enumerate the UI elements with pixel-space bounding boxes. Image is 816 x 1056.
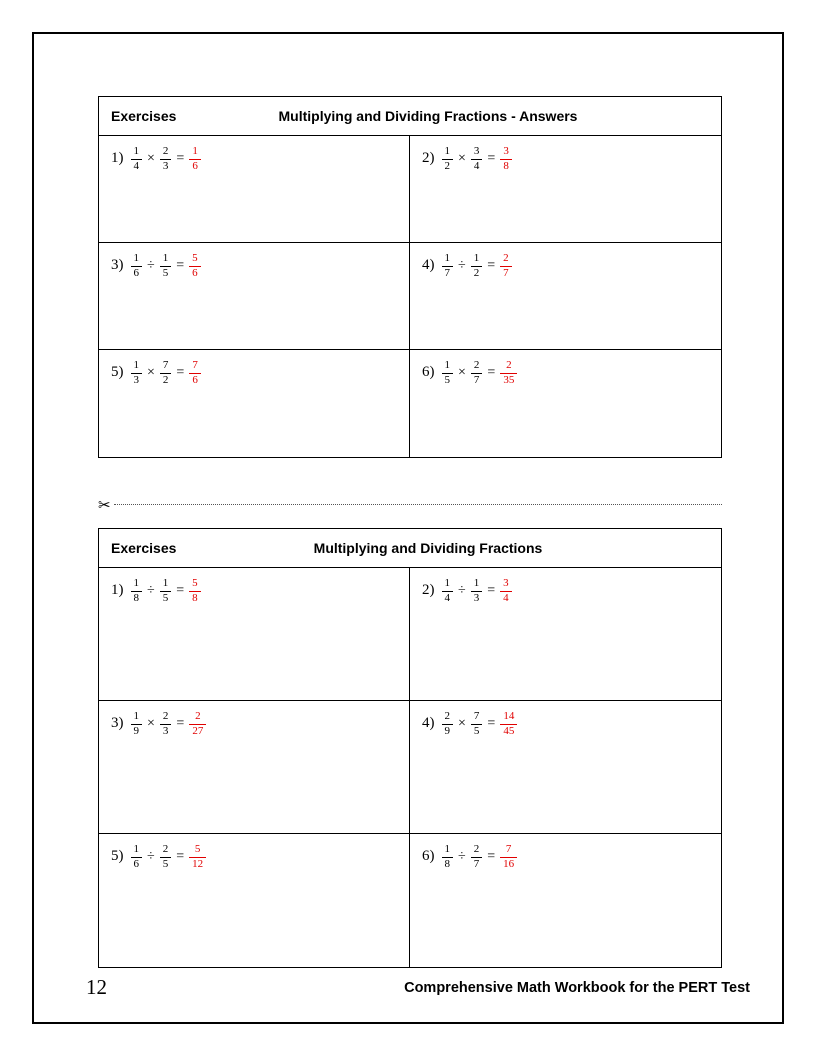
problem-expression [111, 360, 409, 386]
denominator: 6 [131, 266, 143, 280]
numerator: 5 [194, 843, 201, 855]
fraction-operand-b [160, 146, 172, 172]
denominator: 7 [471, 857, 483, 871]
numerator: 2 [503, 252, 509, 264]
sheet-title: Multiplying and Dividing Fractions [313, 540, 543, 556]
fraction-operand-a [131, 578, 143, 604]
page-number: 12 [86, 975, 107, 999]
fraction-operand-b [471, 146, 483, 172]
numerator: 5 [192, 577, 198, 589]
denominator: 5 [471, 724, 483, 738]
denominator: 8 [500, 159, 512, 173]
problem-expression [111, 578, 409, 604]
sheet-header [99, 529, 721, 568]
problem-number: 5) [111, 363, 124, 380]
problem-cell [410, 136, 721, 243]
equals-symbol: = [176, 150, 185, 166]
problem-expression [422, 844, 721, 870]
operator-symbol: × [147, 364, 155, 380]
numerator: 1 [444, 359, 450, 371]
problem-number: 1) [111, 149, 124, 166]
denominator: 12 [189, 857, 206, 871]
denominator: 5 [160, 591, 172, 605]
sheet-header [99, 97, 721, 136]
equals-symbol: = [487, 582, 496, 598]
denominator: 9 [442, 724, 454, 738]
cut-line [98, 496, 722, 516]
fraction-operand-b [471, 578, 483, 604]
denominator: 9 [131, 724, 143, 738]
denominator: 3 [131, 373, 143, 387]
operator-symbol: × [458, 715, 466, 731]
denominator: 4 [471, 159, 483, 173]
fraction-operand-b [160, 360, 172, 386]
problem-cell [410, 568, 721, 701]
problem-cell [99, 701, 410, 834]
numerator: 2 [473, 359, 480, 371]
answer-fraction [500, 711, 517, 737]
fraction-operand-b [160, 253, 172, 279]
problem-number: 4) [422, 714, 435, 731]
operator-symbol: ÷ [147, 257, 155, 273]
problem-expression [422, 578, 721, 604]
fraction-operand-b [471, 253, 483, 279]
fraction-operand-a [131, 711, 143, 737]
problem-cell [410, 350, 721, 457]
denominator: 6 [189, 266, 201, 280]
equals-symbol: = [176, 582, 185, 598]
fraction-operand-b [160, 844, 172, 870]
denominator: 6 [131, 857, 143, 871]
problem-number: 5) [111, 847, 124, 864]
answer-fraction [500, 253, 512, 279]
problem-number: 6) [422, 363, 435, 380]
problem-cell [99, 568, 410, 701]
denominator: 6 [189, 159, 201, 173]
numerator: 7 [192, 359, 198, 371]
denominator: 4 [131, 159, 143, 173]
equals-symbol: = [176, 715, 185, 731]
answer-fraction [500, 360, 517, 386]
numerator: 3 [473, 145, 480, 157]
numerator: 2 [162, 710, 169, 722]
fraction-operand-b [471, 844, 483, 870]
problem-expression [111, 844, 409, 870]
problem-number: 2) [422, 581, 435, 598]
operator-symbol: ÷ [147, 582, 155, 598]
numerator: 7 [505, 843, 512, 855]
numerator: 3 [503, 577, 509, 589]
operator-symbol: ÷ [458, 257, 466, 273]
operator-symbol: ÷ [147, 848, 155, 864]
numerator: 14 [503, 710, 515, 722]
problem-expression [422, 360, 721, 386]
denominator: 2 [160, 373, 172, 387]
scissors-icon: ✂ [98, 497, 111, 514]
problem-grid [99, 136, 721, 457]
answer-fraction [500, 844, 517, 870]
numerator: 2 [195, 710, 201, 722]
problem-grid [99, 568, 721, 967]
cut-dotted-line [114, 504, 722, 505]
fraction-operand-a [131, 844, 143, 870]
equals-symbol: = [176, 257, 185, 273]
answer-fraction [189, 711, 206, 737]
denominator: 3 [471, 591, 483, 605]
numerator: 2 [162, 145, 169, 157]
fraction-operand-a [442, 360, 454, 386]
operator-symbol: × [458, 364, 466, 380]
numerator: 1 [133, 359, 139, 371]
numerator: 2 [162, 843, 169, 855]
problem-number: 3) [111, 256, 124, 273]
fraction-operand-a [442, 578, 454, 604]
operator-symbol: × [458, 150, 466, 166]
fraction-operand-a [442, 711, 454, 737]
numerator: 2 [444, 710, 450, 722]
answer-fraction [189, 253, 201, 279]
numerator: 1 [444, 145, 450, 157]
fraction-operand-a [442, 844, 454, 870]
answer-fraction [189, 146, 201, 172]
equals-symbol: = [487, 150, 496, 166]
denominator: 27 [189, 724, 206, 738]
denominator: 3 [160, 159, 172, 173]
fraction-operand-a [442, 146, 454, 172]
problem-expression [111, 711, 409, 737]
numerator: 2 [473, 843, 480, 855]
denominator: 5 [160, 266, 172, 280]
problem-cell [99, 243, 410, 350]
numerator: 1 [133, 145, 139, 157]
page-footer [34, 972, 782, 1000]
problem-number: 3) [111, 714, 124, 731]
problem-expression [422, 146, 721, 172]
problem-cell [410, 834, 721, 967]
numerator: 1 [133, 843, 139, 855]
numerator: 1 [444, 577, 450, 589]
equals-symbol: = [176, 364, 185, 380]
denominator: 35 [500, 373, 517, 387]
numerator: 1 [133, 577, 139, 589]
denominator: 4 [500, 591, 512, 605]
numerator: 1 [192, 145, 198, 157]
problem-expression [422, 711, 721, 737]
numerator: 1 [133, 252, 139, 264]
problem-cell [99, 350, 410, 457]
numerator: 1 [473, 577, 480, 589]
operator-symbol: ÷ [458, 582, 466, 598]
denominator: 3 [160, 724, 172, 738]
answer-fraction [500, 578, 512, 604]
problem-cell [99, 834, 410, 967]
problem-number: 4) [422, 256, 435, 273]
equals-symbol: = [487, 257, 496, 273]
exercises-label: Exercises [111, 540, 177, 556]
worksheet-page [32, 32, 784, 1024]
fraction-operand-b [160, 578, 172, 604]
denominator: 45 [500, 724, 517, 738]
denominator: 5 [442, 373, 454, 387]
denominator: 2 [471, 266, 483, 280]
fraction-operand-a [131, 253, 143, 279]
problem-number: 1) [111, 581, 124, 598]
equals-symbol: = [487, 715, 496, 731]
answer-fraction [500, 146, 512, 172]
equals-symbol: = [176, 848, 185, 864]
numerator: 2 [506, 359, 512, 371]
numerator: 1 [162, 577, 169, 589]
numerator: 1 [444, 843, 450, 855]
denominator: 8 [131, 591, 143, 605]
fraction-operand-a [131, 146, 143, 172]
fraction-operand-a [442, 253, 454, 279]
denominator: 8 [442, 857, 454, 871]
numerator: 5 [192, 252, 198, 264]
numerator: 7 [473, 710, 480, 722]
fraction-operand-b [160, 711, 172, 737]
fraction-operand-b [471, 360, 483, 386]
exercises-label: Exercises [111, 108, 177, 124]
numerator: 1 [133, 710, 139, 722]
fraction-operand-b [471, 711, 483, 737]
problem-expression [422, 253, 721, 279]
answer-fraction [189, 844, 206, 870]
problem-number: 6) [422, 847, 435, 864]
denominator: 16 [500, 857, 517, 871]
denominator: 4 [442, 591, 454, 605]
problem-cell [99, 136, 410, 243]
problem-expression [111, 253, 409, 279]
operator-symbol: × [147, 715, 155, 731]
operator-symbol: ÷ [458, 848, 466, 864]
problem-cell [410, 243, 721, 350]
denominator: 7 [471, 373, 483, 387]
footer-book-title: Comprehensive Math Workbook for the PERT Test [404, 980, 750, 996]
answer-fraction [189, 360, 201, 386]
denominator: 2 [442, 159, 454, 173]
denominator: 5 [160, 857, 172, 871]
numerator: 3 [503, 145, 509, 157]
numerator: 1 [473, 252, 480, 264]
fraction-operand-a [131, 360, 143, 386]
numerator: 1 [444, 252, 450, 264]
denominator: 6 [189, 373, 201, 387]
equals-symbol: = [487, 364, 496, 380]
denominator: 7 [442, 266, 454, 280]
sheet-title: Multiplying and Dividing Fractions - Answers [278, 108, 578, 124]
answer-fraction [189, 578, 201, 604]
exercise-sheet-practice [98, 528, 722, 968]
denominator: 7 [500, 266, 512, 280]
denominator: 8 [189, 591, 201, 605]
equals-symbol: = [487, 848, 496, 864]
numerator: 1 [162, 252, 169, 264]
problem-number: 2) [422, 149, 435, 166]
operator-symbol: × [147, 150, 155, 166]
problem-expression [111, 146, 409, 172]
numerator: 7 [162, 359, 169, 371]
exercise-sheet-answers [98, 96, 722, 458]
problem-cell [410, 701, 721, 834]
